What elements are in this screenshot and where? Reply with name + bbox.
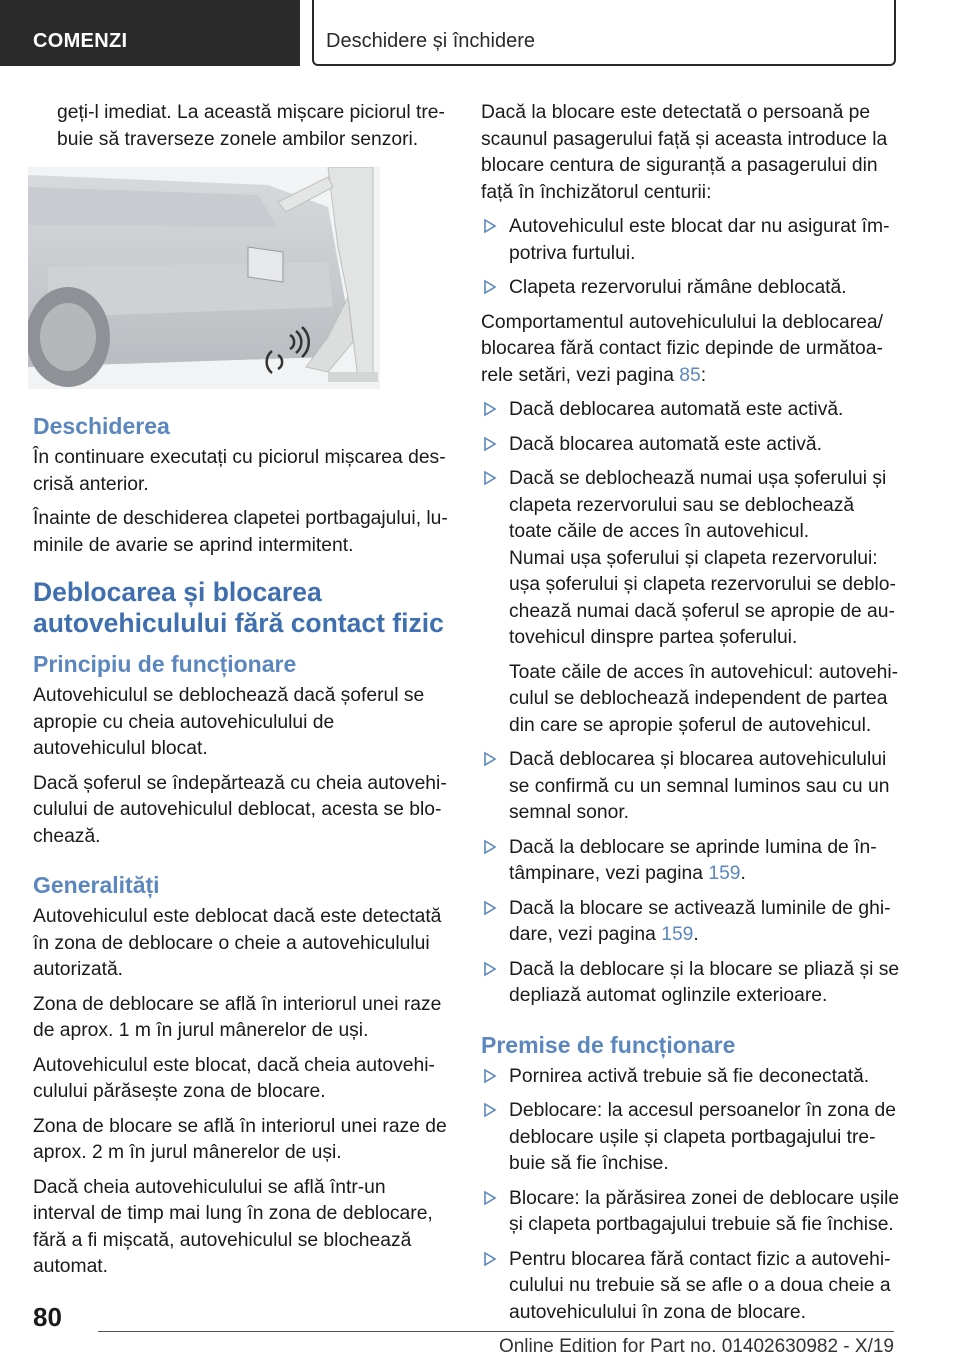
car-rear-foot-image (28, 167, 380, 389)
intro-paragraph: geți-l imediat. La această mișcare piciorul trebuie să traverseze zonele ambilor senzori. (57, 102, 445, 150)
sub-paragraph: Numai ușa șoferului și clapeta rezervorului: ușa șoferului și clapeta rezervorului se deblochează numai dacă șoferul se apropie de autovehicul dinspre partea șoferului. (509, 547, 896, 648)
triangle-bullet-icon (483, 1190, 497, 1206)
paragraph: Dacă la blocare este detectată o persoană pe scaunul pasagerului față și aceasta introduce la blocare centura de siguranță a pasagerului din față în închizătorul centurii: (481, 102, 888, 203)
paragraph: Autovehiculul este blocat, dacă cheia autovehiculului părăsește zona de blocare. (33, 1054, 435, 1102)
list-item: Dacă deblocarea automată este activă. (481, 397, 901, 424)
list-item: Dacă deblocarea și blocarea autovehiculului se confirmă cu un semnal luminos sau cu un semnal sonor. (481, 747, 901, 827)
paragraph: Dacă cheia autovehiculului se află într-un interval de timp mai lung în zona de deblocare, fără a fi mișcată, autovehiculul se blochează automat. (33, 1176, 433, 1277)
paragraph: În continuare executați cu piciorul mișcarea descrisă anterior. (33, 447, 446, 495)
paragraph: Comportamentul autovehiculului la deblocarea/ blocarea fără contact fizic depinde de următoarele setări, vezi pagina 85: (481, 311, 883, 386)
list-item: Pornirea activă trebuie să fie deconectată. (481, 1064, 901, 1091)
header-section-label: COMENZI (33, 30, 128, 52)
heading-premise: Premise de funcționare (481, 1031, 736, 1058)
triangle-bullet-icon (483, 1251, 497, 1267)
triangle-bullet-icon (483, 1102, 497, 1118)
triangle-bullet-icon (483, 436, 497, 452)
triangle-bullet-icon (483, 961, 497, 977)
list-item: Autovehiculul este blocat dar nu asigurat împotriva furtului. (481, 214, 901, 267)
list-item: Dacă la blocare se activează luminile de ghidare, vezi pagina 159. (481, 896, 901, 949)
paragraph: Autovehiculul este deblocat dacă este detectată în zona de deblocare o cheie a autovehiculului autorizată. (33, 906, 442, 980)
list-item: Dacă blocarea automată este activă. (481, 432, 901, 459)
triangle-bullet-icon (483, 1068, 497, 1084)
header-section-tab (0, 0, 300, 66)
triangle-bullet-icon (483, 839, 497, 855)
heading-deschiderea: Deschiderea (33, 413, 170, 439)
list-item: Dacă se deblochează numai ușa șoferului și clapeta rezervorului sau se deblochează toate căile de acces în autovehicul. Numai ușa șoferului și clapeta rezervorului: ușa șoferului și clapeta rezervorului se deblochează numai dacă șoferul se apropie de autovehicul dinspre partea șoferului. Toate căile de acces în autovehicul: autovehiculul se deblochează independent de partea din care se apropie șoferul de autovehicul. (481, 466, 901, 739)
triangle-bullet-icon (483, 470, 497, 486)
list-item: Deblocare: la accesul persoanelor în zona de deblocare ușile și clapeta portbagajului trebuie să fie închise. (481, 1098, 901, 1178)
bullet-list (481, 214, 901, 302)
list-item: Dacă la deblocare se aprinde lumina de întâmpinare, vezi pagina 159. (481, 835, 901, 888)
sub-paragraph: Toate căile de acces în autovehicul: autovehiculul se deblochează independent de partea din care se apropie șoferul de autovehicul. (509, 661, 899, 736)
triangle-bullet-icon (483, 401, 497, 417)
heading-principiu: Principiu de funcționare (33, 651, 297, 677)
footer-edition: Online Edition for Part no. 01402630982 - X/19 (498, 1336, 894, 1357)
right-column (481, 100, 901, 1334)
triangle-bullet-icon (483, 279, 497, 295)
heading-generalitati: Generalități (33, 872, 160, 898)
kick-sensor-illustration (28, 167, 380, 389)
triangle-bullet-icon (483, 751, 497, 767)
header-chapter-tab (312, 0, 896, 66)
list-item: Dacă la deblocare și la blocare se pliază și se depliază automat oglinzile exterioare. (481, 957, 901, 1010)
bullet-list (481, 397, 901, 1010)
list-item: Blocare: la părăsirea zonei de deblocare ușile și clapeta portbagajului trebuie să fie închise. (481, 1186, 901, 1239)
page-link[interactable]: 85 (679, 364, 701, 386)
paragraph: Autovehiculul se deblochează dacă șoferul se apropie cu cheia autovehiculului de autovehiculul blocat. (33, 685, 425, 759)
page-link[interactable]: 159 (661, 924, 694, 945)
paragraph: Dacă șoferul se îndepărtează cu cheia autovehiculului de autovehiculul deblocat, acesta se blochează. (33, 772, 447, 847)
list-item: Clapeta rezervorului rămâne deblocată. (481, 275, 901, 302)
paragraph: Înainte de deschiderea clapetei portbagajului, luminile de avarie se aprind intermitent. (33, 508, 448, 556)
triangle-bullet-icon (483, 900, 497, 916)
list-item: Pentru blocarea fără contact fizic a autovehiculului nu trebuie să se afle o a doua cheie a autovehiculului în zona de blocare. (481, 1247, 901, 1327)
bullet-list (481, 1064, 901, 1327)
paragraph: Zona de blocare se află în interiorul unei raze de aprox. 2 m în jurul mânerelor de uși. (33, 1115, 447, 1163)
heading-deblocarea-blocarea: Deblocarea și blocarea autovehiculului fără contact fizic (33, 577, 444, 638)
header-chapter-label: Deschidere și închidere (326, 30, 535, 52)
page-number: 80 (33, 1302, 62, 1332)
page-header (0, 0, 960, 66)
footer-divider (98, 1331, 894, 1332)
page-link[interactable]: 159 (708, 863, 741, 884)
triangle-bullet-icon (483, 218, 497, 234)
paragraph: Zona de deblocare se află în interiorul unei raze de aprox. 1 m în jurul mânerelor de uși. (33, 993, 442, 1041)
left-column (33, 100, 448, 1289)
